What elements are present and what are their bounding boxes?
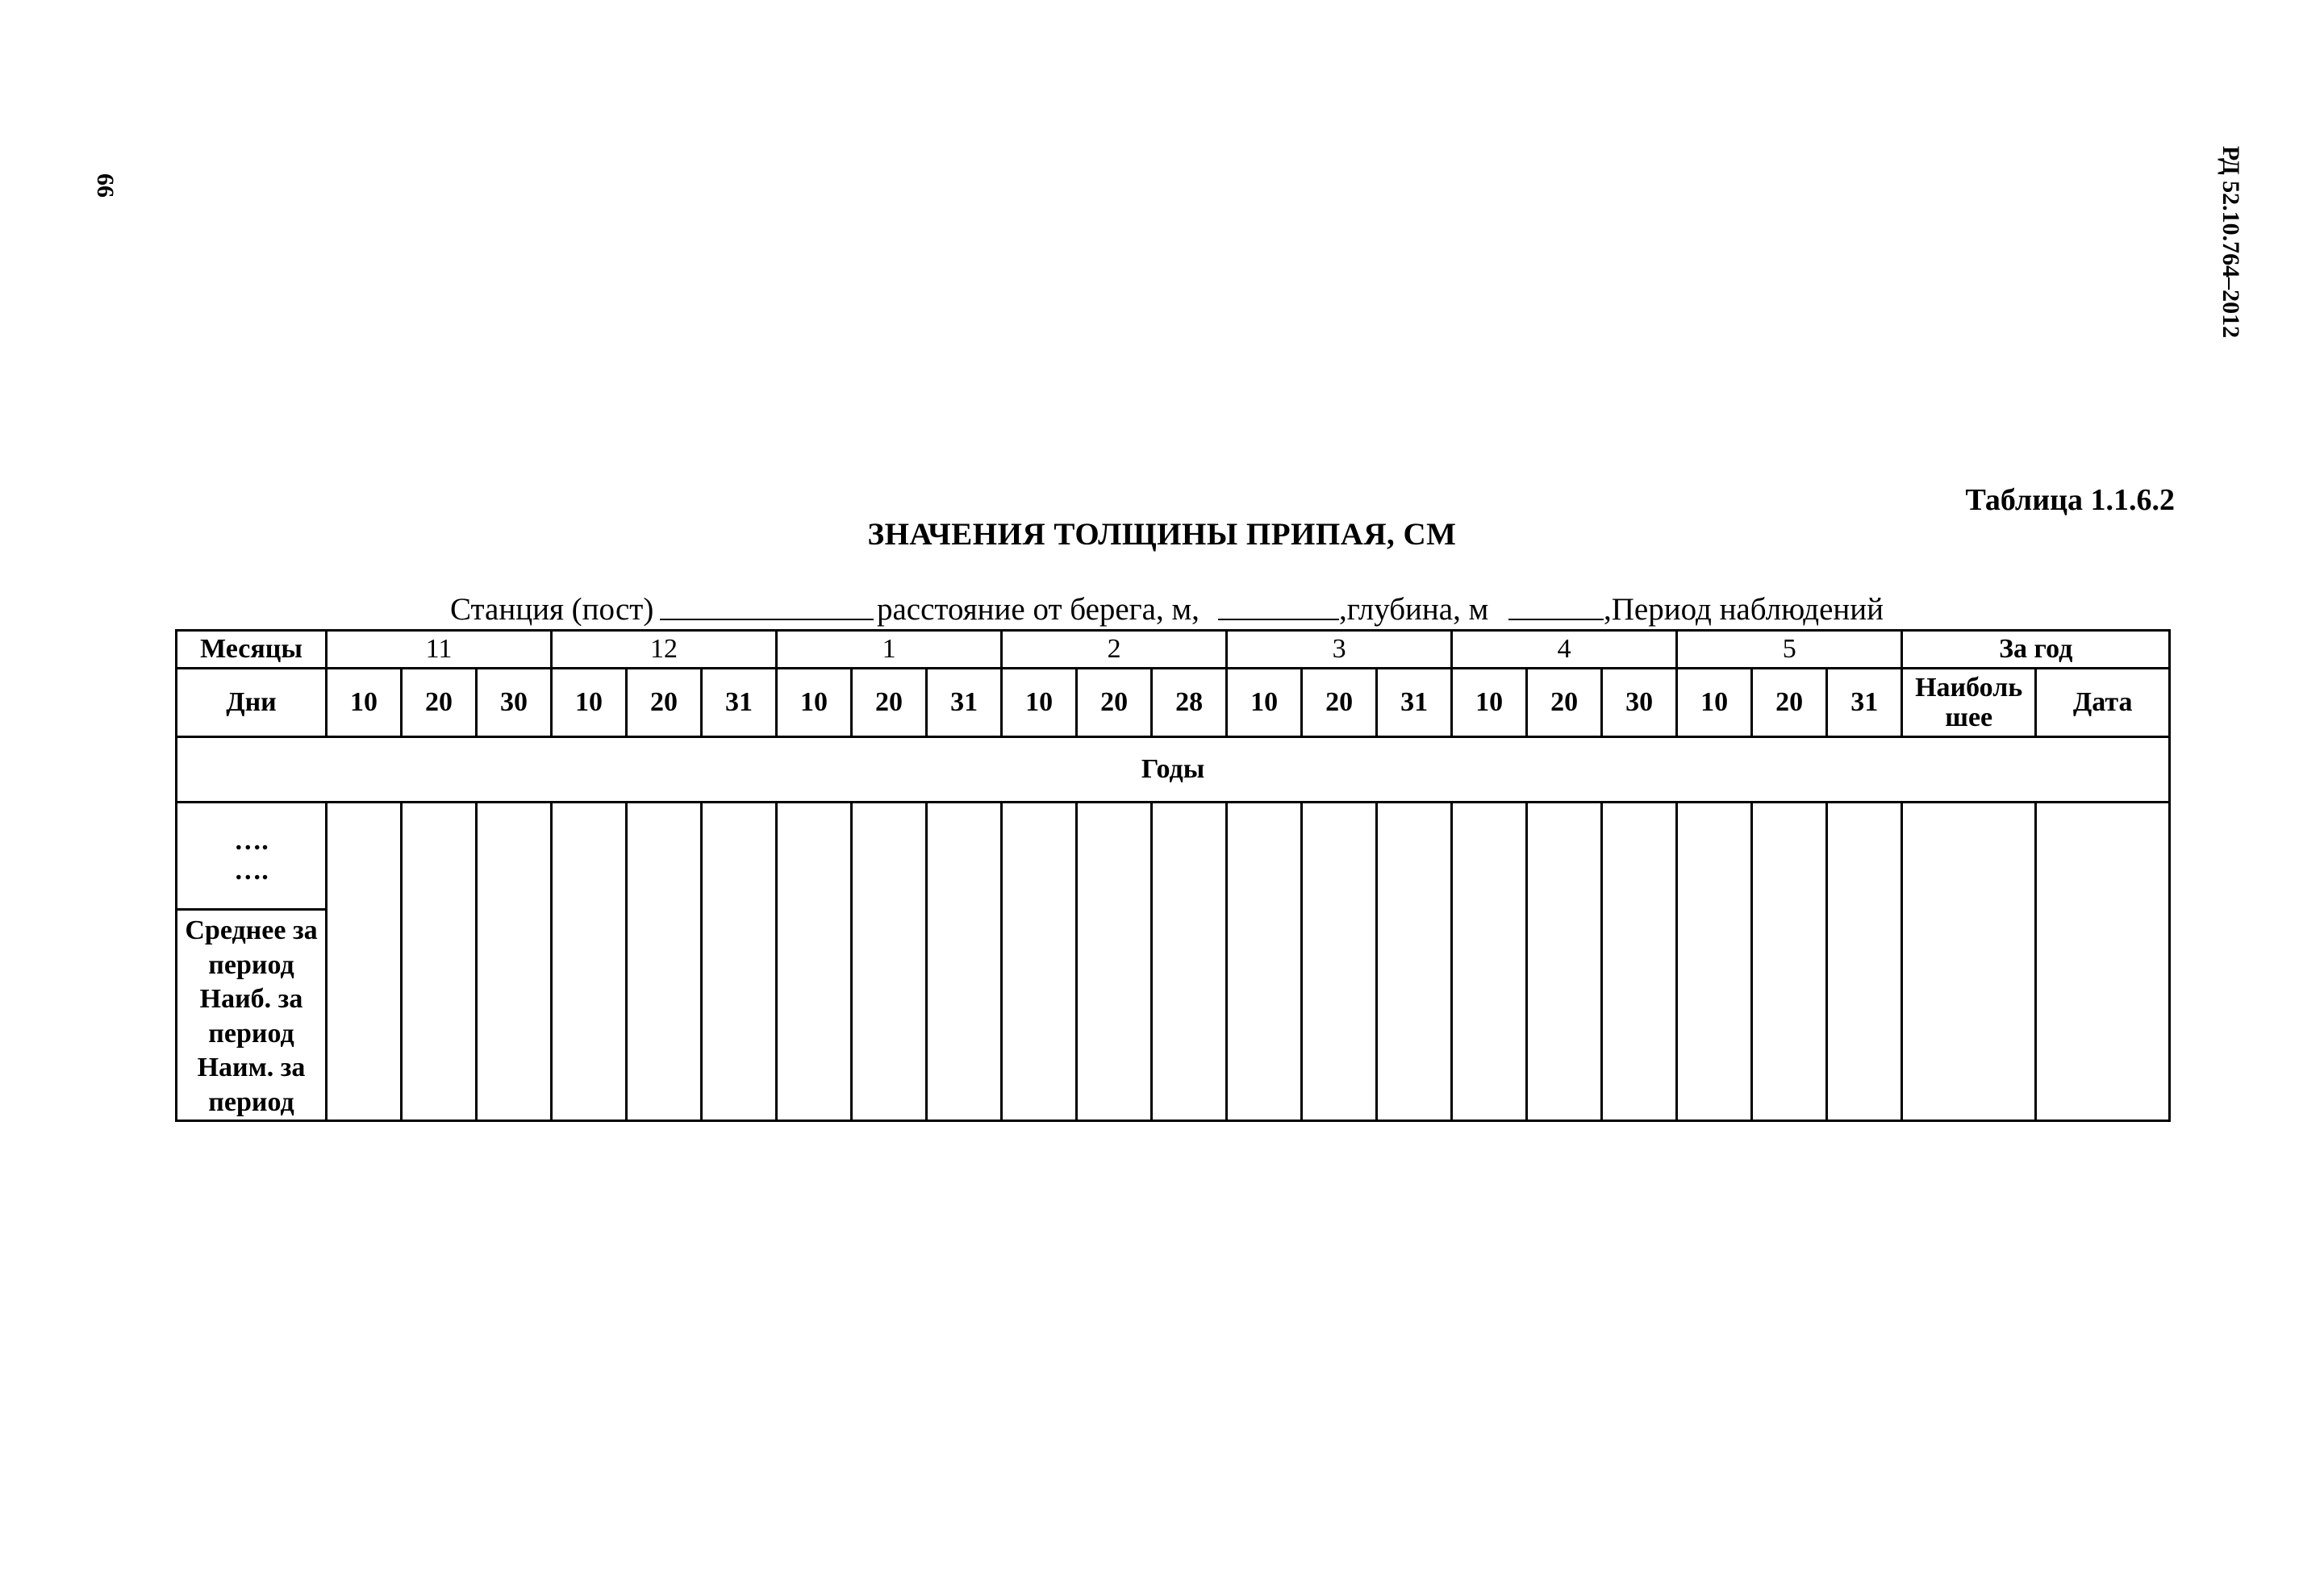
data-cell[interactable] <box>1602 803 1677 1121</box>
day-cell: 10 <box>552 669 627 737</box>
data-row <box>177 803 2170 1121</box>
day-cell: 20 <box>1527 669 1602 737</box>
ellipsis: …. <box>234 825 269 856</box>
month-header: 3 <box>1227 631 1452 669</box>
ice-thickness-table <box>175 629 2171 1122</box>
data-cell[interactable] <box>927 803 1002 1121</box>
day-cell: 20 <box>402 669 477 737</box>
month-header: 4 <box>1452 631 1677 669</box>
page-title: ЗНАЧЕНИЯ ТОЛЩИНЫ ПРИПАЯ, СМ <box>867 517 1457 552</box>
month-header: 12 <box>552 631 777 669</box>
day-cell: 30 <box>1602 669 1677 737</box>
station-field-label: Станция (пост) <box>450 592 654 627</box>
day-cell: 20 <box>1077 669 1152 737</box>
data-cell[interactable] <box>1452 803 1527 1121</box>
data-cell[interactable] <box>402 803 477 1121</box>
day-cell: 20 <box>1752 669 1827 737</box>
day-cell: 10 <box>1002 669 1077 737</box>
distance-field-blank[interactable] <box>1218 591 1339 628</box>
day-cell: 20 <box>1302 669 1377 737</box>
month-header: 11 <box>327 631 552 669</box>
years-label: Годы <box>177 737 2170 803</box>
row-labels-cell <box>177 803 327 1121</box>
table-label: Таблица 1.1.6.2 <box>1965 483 2175 517</box>
months-row <box>177 631 2170 669</box>
data-cell[interactable] <box>1902 803 2036 1121</box>
year-total-header: За год <box>1902 631 2170 669</box>
day-cell: 10 <box>777 669 852 737</box>
date-header: Дата <box>2036 669 2170 737</box>
day-cell: 31 <box>1827 669 1902 737</box>
data-cell[interactable] <box>1002 803 1077 1121</box>
day-cell: 30 <box>477 669 552 737</box>
data-cell[interactable] <box>1302 803 1377 1121</box>
document-code: РД 52.10.764–2012 <box>2218 145 2244 339</box>
data-cell[interactable] <box>1752 803 1827 1121</box>
data-cell[interactable] <box>1077 803 1152 1121</box>
month-header: 1 <box>777 631 1002 669</box>
data-cell[interactable] <box>1227 803 1302 1121</box>
day-cell: 20 <box>627 669 702 737</box>
day-cell: 10 <box>1227 669 1302 737</box>
day-cell: 10 <box>1452 669 1527 737</box>
data-cell[interactable] <box>627 803 702 1121</box>
period-field-label: ,Период наблюдений <box>1604 592 1884 627</box>
data-cell[interactable] <box>702 803 777 1121</box>
data-cell[interactable] <box>1152 803 1227 1121</box>
day-cell: 31 <box>1377 669 1452 737</box>
data-cell[interactable] <box>1527 803 1602 1121</box>
stat-min-label: Наим. за период <box>197 1053 306 1117</box>
max-value-header: Наиболь шее <box>1902 669 2036 737</box>
distance-field-label: расстояние от берега, м, <box>877 592 1200 627</box>
data-cell[interactable] <box>1377 803 1452 1121</box>
ellipsis-rows <box>177 803 325 908</box>
day-cell: 20 <box>852 669 927 737</box>
data-cell[interactable] <box>2036 803 2170 1121</box>
data-cell[interactable] <box>1677 803 1752 1121</box>
stat-average-label: Среднее за период <box>185 915 318 980</box>
data-cell[interactable] <box>552 803 627 1121</box>
day-cell: 10 <box>1677 669 1752 737</box>
month-header: 2 <box>1002 631 1227 669</box>
data-cell[interactable] <box>1827 803 1902 1121</box>
page-number: 66 <box>92 173 119 198</box>
day-cell: 31 <box>702 669 777 737</box>
day-cell: 10 <box>327 669 402 737</box>
station-field-blank[interactable] <box>660 591 874 628</box>
data-cell[interactable] <box>477 803 552 1121</box>
data-cell[interactable] <box>777 803 852 1121</box>
data-cell[interactable] <box>852 803 927 1121</box>
days-header: Дни <box>177 669 327 737</box>
stats-labels <box>177 908 325 1120</box>
depth-field-blank[interactable] <box>1508 591 1604 628</box>
years-row <box>177 737 2170 803</box>
depth-field-label: ,глубина, м <box>1339 592 1489 627</box>
data-cell[interactable] <box>327 803 402 1121</box>
days-row <box>177 669 2170 737</box>
month-header: 5 <box>1677 631 1902 669</box>
stat-max-label: Наиб. за период <box>199 984 303 1049</box>
ellipsis: …. <box>234 856 269 886</box>
day-cell: 31 <box>927 669 1002 737</box>
day-cell: 28 <box>1152 669 1227 737</box>
months-header: Месяцы <box>177 631 327 669</box>
